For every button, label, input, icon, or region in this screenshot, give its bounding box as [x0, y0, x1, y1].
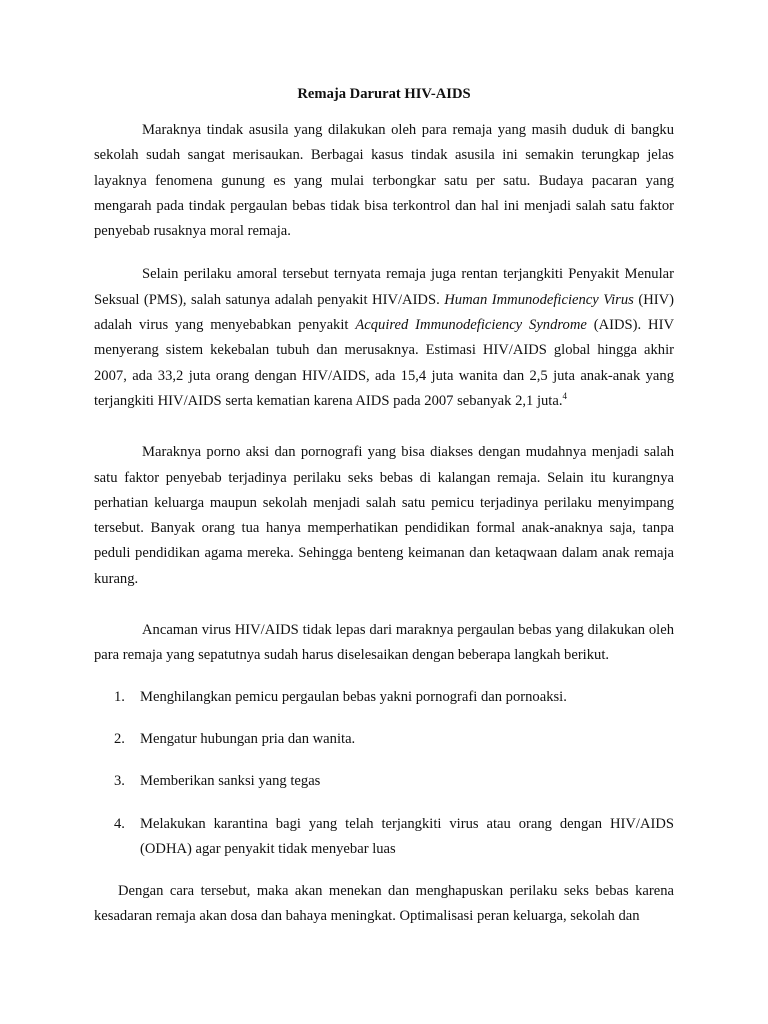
paragraph-3: Maraknya porno aksi dan pornografi yang bisa diakses dengan mudahnya menjadi salah satu faktor penyebab terjadinya perilaku seks bebas di kalangan remaja. Selain itu kurangnya perhatian keluarga maupun sekolah menjadi salah satu pemicu terjadinya perilaku menyimpang tersebut. Banyak orang tua hanya memperhatikan pendidikan formal anak-anaknya saja, tanpa peduli pendidikan agama mereka. Sehingga benteng keimanan dan ketaqwaan dalam anak remaja kurang.: [94, 444, 674, 587]
list-item: [94, 727, 674, 752]
list-item: [94, 685, 674, 710]
steps-list: [94, 685, 674, 862]
list-item-number: 4.: [114, 815, 125, 832]
list-item-number: 1.: [114, 688, 125, 705]
list-item-text: Mengatur hubungan pria dan wanita.: [140, 730, 356, 747]
list-item-number: 2.: [114, 730, 125, 747]
list-item-number: 3.: [114, 773, 125, 790]
list-item: [94, 812, 674, 863]
list-item-text: Memberikan sanksi yang tegas: [140, 773, 321, 790]
paragraph-2-text-a: Selain perilaku amoral tersebut ternyata remaja juga rentan terjangkiti Penyakit Menular Seksual (PMS), salah satunya adalah penyakit HIV/AIDS.: [94, 266, 674, 308]
list-item-text: Menghilangkan pemicu pergaulan bebas yakni pornografi dan pornoaksi.: [140, 688, 567, 705]
paragraph-2-text-b: (HIV) adalah virus yang menyebabkan penyakit: [94, 291, 674, 334]
paragraph-2-italic-aids: Acquired Immunodeficiency Syndrome: [355, 317, 587, 334]
document-title: Remaja Darurat HIV-AIDS: [297, 86, 471, 102]
list-item: [94, 769, 674, 794]
paragraph-5: Dengan cara tersebut, maka akan menekan dan menghapuskan perilaku seks bebas karena kesadaran remaja akan dosa dan bahaya meningkat. Optimalisasi peran keluarga, sekolah dan: [94, 883, 674, 925]
paragraph-2-italic-hiv: Human Immunodeficiency Virus: [444, 291, 634, 308]
paragraph-4: Ancaman virus HIV/AIDS tidak lepas dari maraknya pergaulan bebas yang dilakukan oleh para remaja yang sepatutnya sudah harus diselesaikan dengan beberapa langkah berikut.: [94, 622, 674, 664]
footnote-reference[interactable]: 4: [562, 391, 567, 402]
document-page: [94, 82, 674, 930]
paragraph-2: [94, 262, 674, 414]
list-item-text: Melakukan karantina bagi yang telah terjangkiti virus atau orang dengan HIV/AIDS (ODHA) agar penyakit tidak menyebar luas: [140, 815, 674, 857]
paragraph-2-text-c: (AIDS). HIV menyerang sistem kekebalan tubuh dan merusaknya. Estimasi HIV/AIDS global hingga akhir 2007, ada 33,2 juta orang dengan HIV/AIDS, ada 15,4 juta wanita dan 2,5 juta anak-anak yang terjangkiti HIV/AIDS serta kematian karena AIDS pada 2007 sebanyak 2,1 juta.: [94, 317, 674, 409]
paragraph-1: Maraknya tindak asusila yang dilakukan oleh para remaja yang masih duduk di bangku sekolah sudah sangat merisaukan. Berbagai kasus tindak asusila ini semakin terungkap jelas layaknya fenomena gunung es yang mulai terbongkar satu per satu. Budaya pacaran yang mengarah pada tindak pergaulan bebas tidak bisa terkontrol dan hal ini menjadi salah satu faktor penyebab rusaknya moral remaja.: [94, 122, 674, 240]
